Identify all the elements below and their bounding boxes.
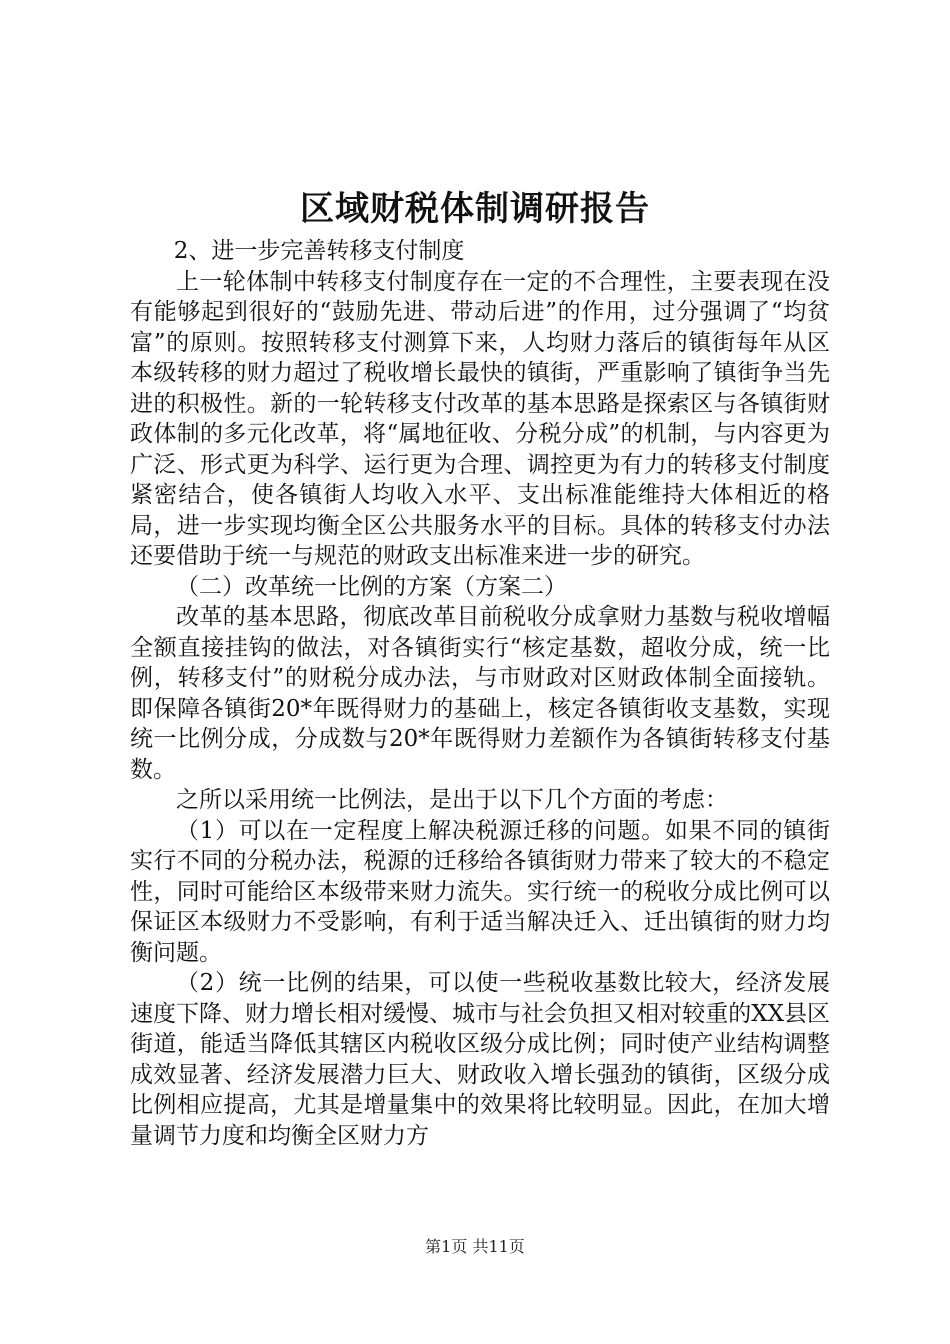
section-heading: 2、进一步完善转移支付制度 — [173, 238, 465, 264]
document-body — [130, 236, 830, 1151]
section-heading: （二）改革统一比例的方案（方案二） — [176, 573, 567, 600]
page-number-footer: 第1页 共11页 — [425, 1237, 525, 1256]
body-paragraph: 上一轮体制中转移支付制度存在一定的不合理性，主要表现在没有能够起到很好的“鼓励先进、带动后进”的作用，过分强调了“均贫富”的原则。按照转移支付测算下来，人均财力落后的镇街每年从区本级转移的财力超过了税收增长最快的镇街，严重影响了镇街争当先进的积极性。新的一轮转移支付改革的基本思路是探索区与各镇街财政体制的多元化改革，将“属地征收、分税分成”的机制，与内容更为广泛、形式更为科学、运行更为合理、调控更为有力的转移支付制度紧密结合，使各镇街人均收入水平、支出标准能维持大体相近的格局，进一步实现均衡全区公共服务水平的目标。具体的转移支付办法还要借助于统一与规范的财政支出标准来进一步的研究。 — [130, 268, 830, 569]
body-paragraph: （1）可以在一定程度上解决税源迁移的问题。如果不同的镇街实行不同的分税办法，税源的迁移给各镇街财力带来了较大的不稳定性，同时可能给区本级带来财力流失。实行统一的税收分成比例可以保证区本级财力不受影响，有利于适当解决迁入、迁出镇街的财力均衡问题。 — [130, 817, 830, 966]
document-title: 区域财税体制调研报告 — [300, 189, 650, 229]
body-paragraph: 之所以采用统一比例法，是出于以下几个方面的考虑： — [176, 787, 728, 813]
body-paragraph: 改革的基本思路，彻底改革目前税收分成拿财力基数与税收增幅全额直接挂钩的做法，对各镇街实行“核定基数，超收分成，统一比例，转移支付”的财税分成办法，与市财政对区财政体制全面接轨。即保障各镇街20*年既得财力的基础上，核定各镇街收支基数，实现统一比例分成，分成数与20*年既得财力差额作为各镇街转移支付基数。 — [130, 604, 830, 783]
body-paragraph: （2）统一比例的结果，可以使一些税收基数比较大，经济发展速度下降、财力增长相对缓慢、城市与社会负担又相对较重的XX县区街道，能适当降低其辖区内税收区级分成比例；同时使产业结构调整成效显著、经济发展潜力巨大、财政收入增长强劲的镇街，区级分成比例相应提高，尤其是增量集中的效果将比较明显。因此，在加大增量调节力度和均衡全区财力方 — [130, 970, 830, 1149]
